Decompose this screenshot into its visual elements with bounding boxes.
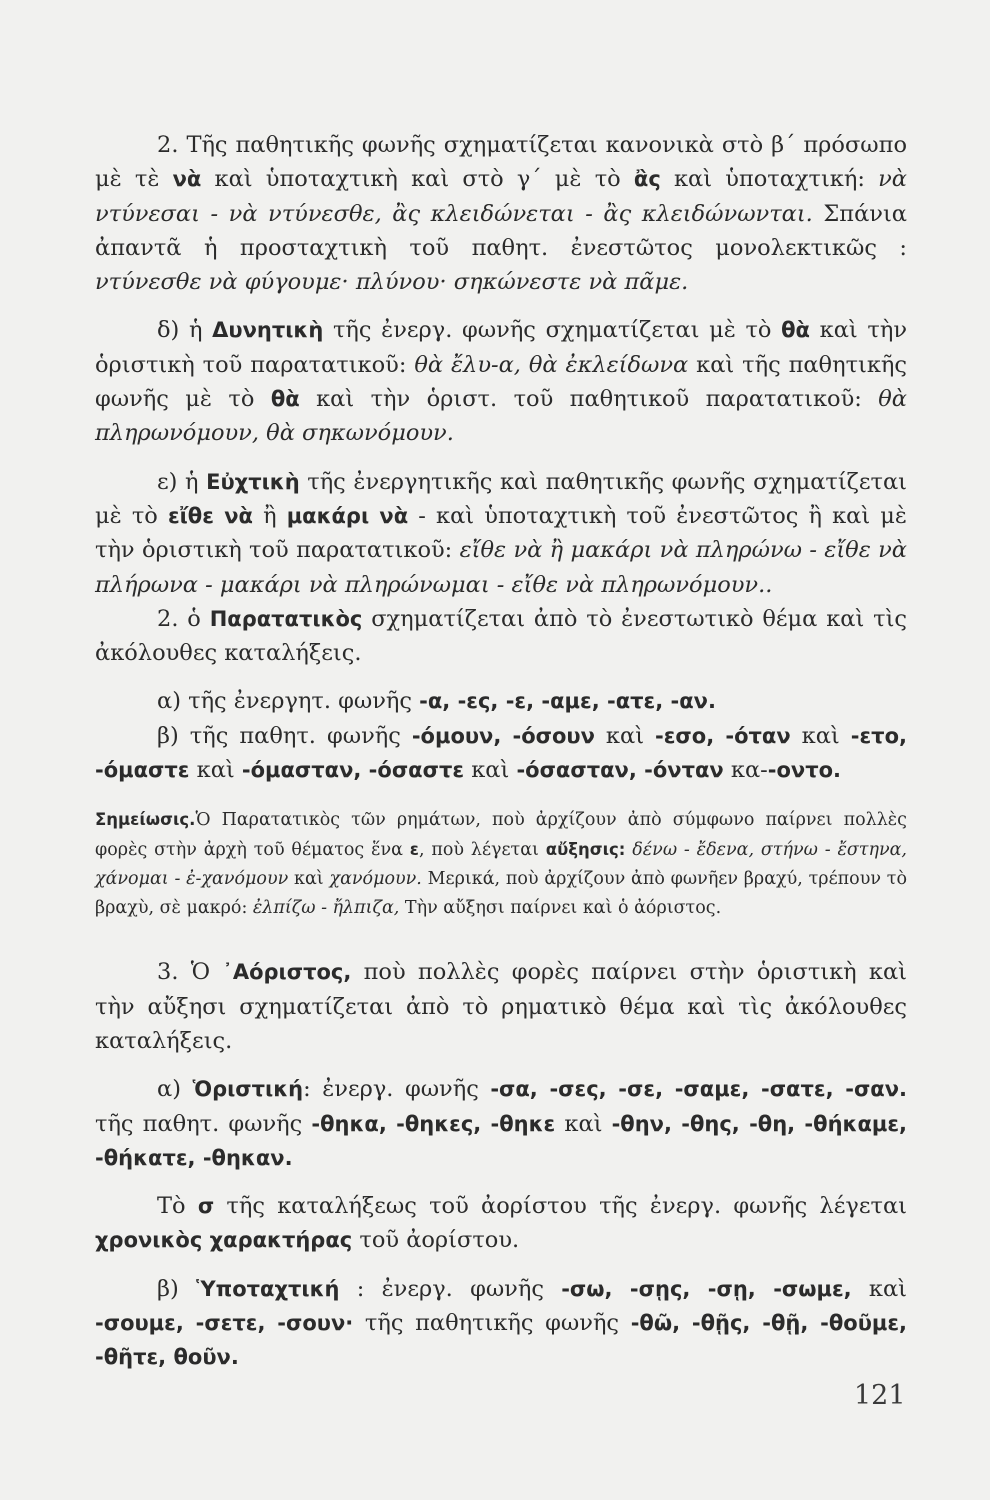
note-augment: Σημείωσις.Ὁ Παρατατικὸς τῶν ρημάτων, ποὺ ἀρχίζουν ἀπὸ σύμφωνο παίρνει πολλὲς φορὲς στὴν ἀρχὴ τοῦ θέματος ἕνα ε, ποὺ λέγεται αὔξησις: δένω - ἔδενα, στήνω - ἔστηνα, χάνομαι - ἐ-χανόμουν καὶ χανόμουν. Μερικά, ποὺ ἀρχίζουν ἀπὸ φωνῆεν βραχύ, τρέπουν τὸ βραχὺ, σὲ μακρό: ἐλπίζω - ἤλπιζα, Τὴν αὔξησι παίρνει καὶ ὁ ἀόριστος. [95, 810, 907, 919]
text-block [95, 128, 907, 1375]
paragraph-potential-mood: δ) ἡ Δυνητικὴ τῆς ἐνεργ. φωνῆς σχηματίζεται μὲ τὸ θὰ καὶ τὴν ὁριστικὴ τοῦ παρατατικοῦ: θὰ ἔλυ-α, θὰ ἐκλείδωνα καὶ τῆς παθητικῆς φωνῆς μὲ τὸ θὰ καὶ τὴν ὁριστ. τοῦ παθητικοῦ παρατατικοῦ: θὰ πληρωνόμουν, θὰ σηκωνόμουν. [95, 317, 907, 447]
paragraph-passive-imperative: 2. Τῆς παθητικῆς φωνῆς σχηματίζεται κανονικὰ στὸ β΄ πρόσωπο μὲ τὲ νὰ καὶ ὑποταχτικὴ καὶ στὸ γ΄ μὲ τὸ ἂς καὶ ὑποταχτική: νὰ ντύνεσαι - νὰ ντύνεσθε, ἂς κλειδώνεται - ἂς κλειδώνωνται. Σπάνια ἀπαντᾶ ἡ προσταχτικὴ τοῦ παθητ. ἐνεστῶτος μονολεκτικῶς : ντύνεσθε νὰ φύγουμε· πλύνου· σηκώνεστε νὰ πᾶμε. [95, 132, 907, 296]
paragraph-optative-mood: ε) ἡ Εὐχτικὴ τῆς ἐνεργητικῆς καὶ παθητικῆς φωνῆς σχηματίζεται μὲ τὸ εἴθε νὰ ἢ μακάρι νὰ - καὶ ὑποταχτικὴ τοῦ ἐνεστῶτος ἢ καὶ μὲ τὴν ὁριστικὴ τοῦ παρατατικοῦ: εἴθε νὰ ἢ μακάρι νὰ πληρώνω - εἴθε νὰ πλήρωνα - μακάρι νὰ πληρώνωμαι - εἴθε νὰ πληρωνόμουν.. [95, 468, 908, 598]
page-number: 121 [854, 1380, 906, 1411]
paragraph-aorist-indicative: α) Ὁριστική: ἐνεργ. φωνῆς -σα, -σες, -σε, -σαμε, -σατε, -σαν. τῆς παθητ. φωνῆς -θηκα, -θηκες, -θηκε καὶ -θην, -θης, -θη, -θήκαμε, -θήκατε, -θηκαν. [95, 1076, 908, 1170]
paragraph-aorist-subjunctive: β) Ὑποταχτική : ἐνεργ. φωνῆς -σω, -σῃς, -σῃ, -σωμε, καὶ -σουμε, -σετε, -σουν· τῆς παθητικῆς φωνῆς -θῶ, -θῇς, -θῇ, -θοῦμε, -θῆτε, θοῦν. [95, 1275, 907, 1370]
paragraph-temporal-character: Τὸ σ τῆς καταλήξεως τοῦ ἀορίστου τῆς ἐνεργ. φωνῆς λέγεται χρονικὸς χαρακτήρας τοῦ ἀορίστου. [95, 1193, 907, 1254]
paragraph-aorist: 3. Ὁ ᾿Αόριστος, ποὺ πολλὲς φορὲς παίρνει στὴν ὁριστικὴ καὶ τὴν αὔξησι σχηματίζεται ἀπὸ τὸ ρηματικὸ θέμα καὶ τὶς ἀκόλουθες καταλήξεις. [95, 959, 907, 1054]
paragraph-imperfect-passive: β) τῆς παθητ. φωνῆς -όμουν, -όσουν καὶ -εσο, -όταν καὶ -ετο, -όμαστε καὶ -όμασταν, -όσαστε καὶ -όσασταν, -όνταν κα--οντο. [95, 722, 907, 784]
paragraph-imperfect-active: α) τῆς ἐνεργητ. φωνῆς -α, -ες, -ε, -αμε, -ατε, -αν. [157, 688, 716, 715]
note-label: Σημείωσις. [95, 810, 196, 830]
paragraph-imperfect: 2. ὁ Παρατατικὸς σχηματίζεται ἀπὸ τὸ ἐνεστωτικὸ θέμα καὶ τὶς ἀκόλουθες καταλήξεις. [95, 605, 907, 667]
